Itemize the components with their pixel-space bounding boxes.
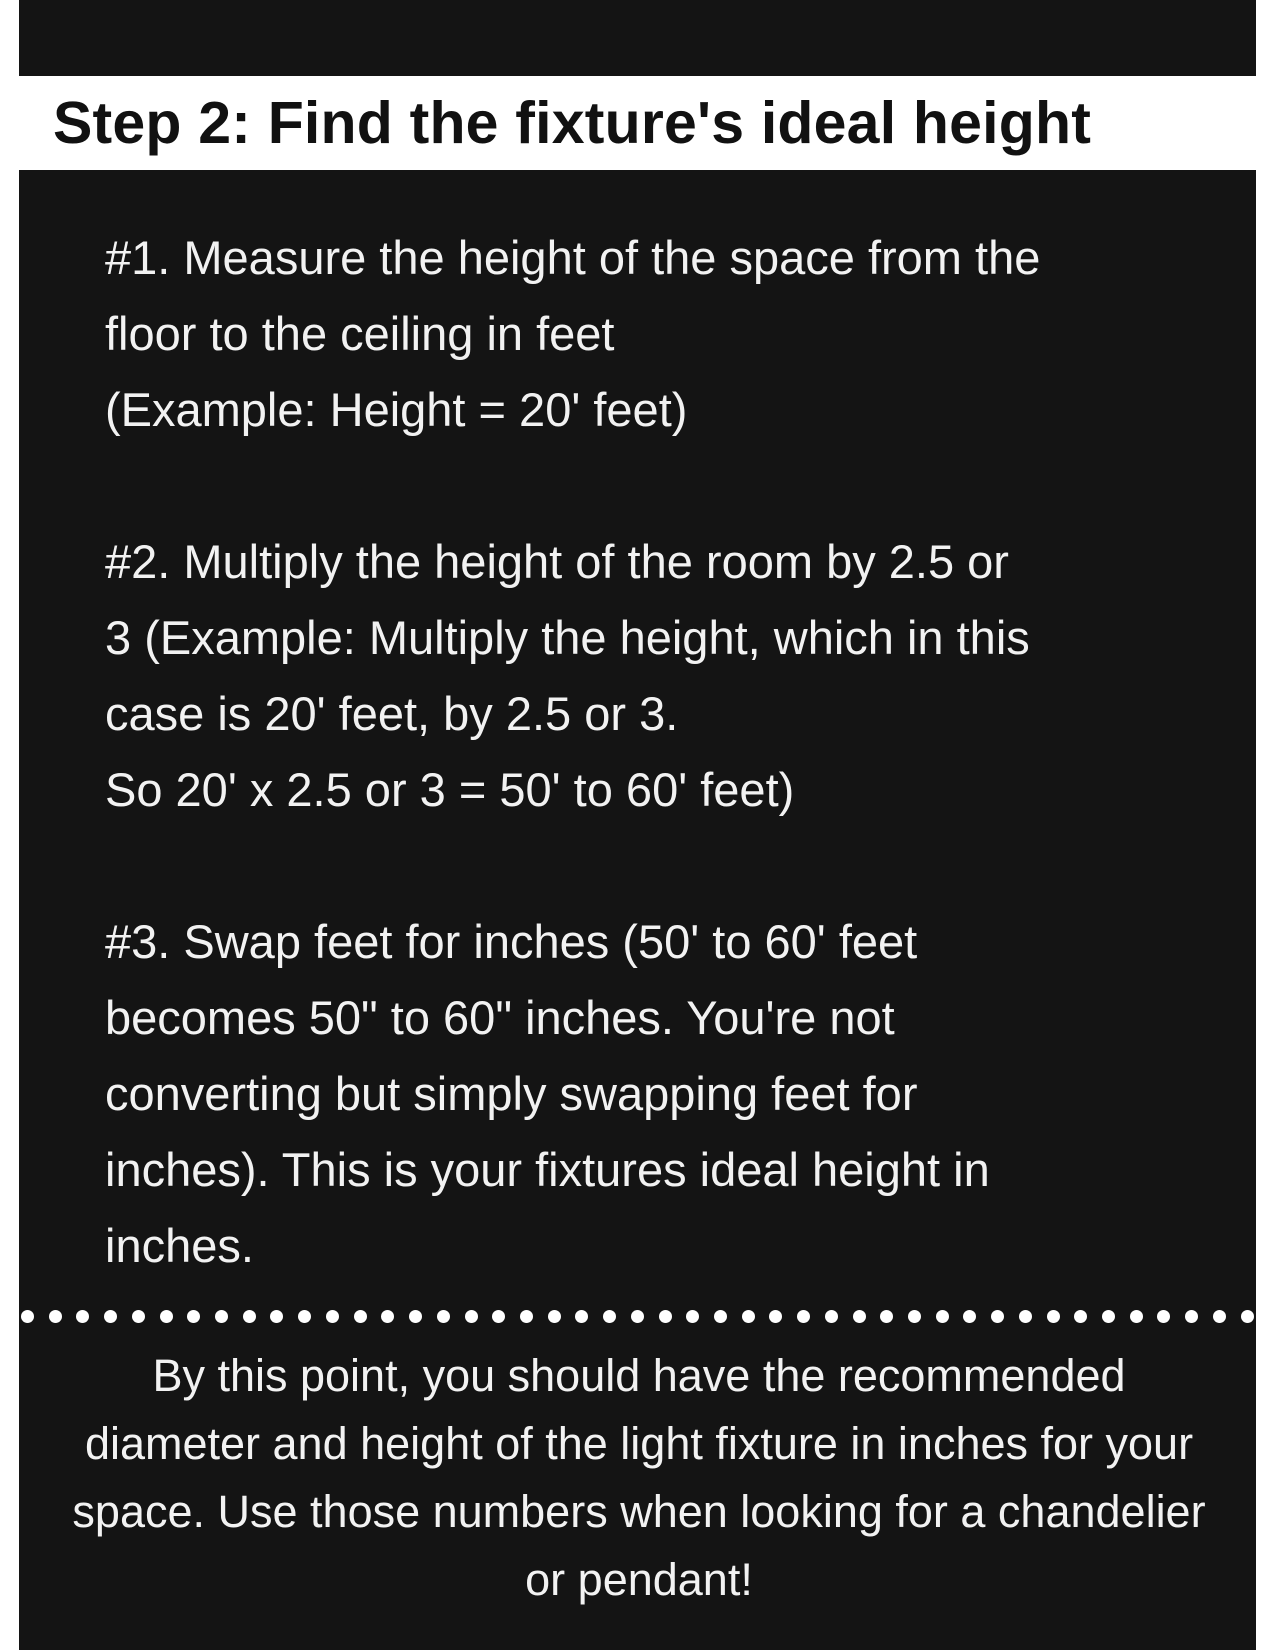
divider-dot [160,1310,173,1323]
divider-dot [437,1310,450,1323]
divider-dot [492,1310,505,1323]
divider-dot [409,1310,422,1323]
divider-dot [880,1310,893,1323]
divider-dot [104,1310,117,1323]
divider-dot [797,1310,810,1323]
divider-dot [1130,1310,1143,1323]
divider-dot [936,1310,949,1323]
divider-dot [381,1310,394,1323]
heading-bar [19,76,1256,170]
divider-dot [354,1310,367,1323]
divider-dot [548,1310,561,1323]
divider-dot [659,1310,672,1323]
divider-dot [76,1310,89,1323]
page-title: Step 2: Find the fixture's ideal height [53,90,1092,156]
divider-dot [326,1310,339,1323]
divider-dot [215,1310,228,1323]
divider-dot [1241,1310,1254,1323]
top-band [19,0,1256,76]
divider-dot [270,1310,283,1323]
divider-dot [991,1310,1004,1323]
step-3-text: #3. Swap feet for inches (50' to 60' feet becomes 50" to 60" inches. You're not converting but simply swapping feet for inches). This is your fixtures ideal height in inches. [105,915,990,1272]
divider-dot [825,1310,838,1323]
divider-dot [686,1310,699,1323]
divider-dot [631,1310,644,1323]
divider-dot [575,1310,588,1323]
summary-text: By this point, you should have the recommended diameter and height of the light fixture in inches for your space. Use those numbers when looking for a chandelier or pendant! [72,1350,1206,1605]
divider-dot [908,1310,921,1323]
divider-dot [853,1310,866,1323]
steps-list [105,220,1185,1284]
divider-dot [769,1310,782,1323]
divider-dot [1019,1310,1032,1323]
divider-dot [243,1310,256,1323]
dotted-divider [19,1309,1256,1323]
divider-dot [742,1310,755,1323]
divider-dot [963,1310,976,1323]
divider-dot [49,1310,62,1323]
divider-dot [1102,1310,1115,1323]
step-1-text: #1. Measure the height of the space from the floor to the ceiling in feet (Example: Height = 20' feet) [105,231,1041,436]
divider-dot [603,1310,616,1323]
step-2-text: #2. Multiply the height of the room by 2.5 or 3 (Example: Multiply the height, which in this case is 20' feet, by 2.5 or 3. So 20' x 2.5 or 3 = 50' to 60' feet) [105,535,1030,816]
divider-dot [21,1310,34,1323]
divider-dot [1074,1310,1087,1323]
divider-dot [520,1310,533,1323]
divider-dot [1047,1310,1060,1323]
divider-dot [1157,1310,1170,1323]
divider-dot [1185,1310,1198,1323]
divider-dot [714,1310,727,1323]
divider-dot [1213,1310,1226,1323]
divider-dot [298,1310,311,1323]
divider-dot [132,1310,145,1323]
content-card [19,0,1256,1650]
divider-dot [465,1310,478,1323]
divider-dot [187,1310,200,1323]
